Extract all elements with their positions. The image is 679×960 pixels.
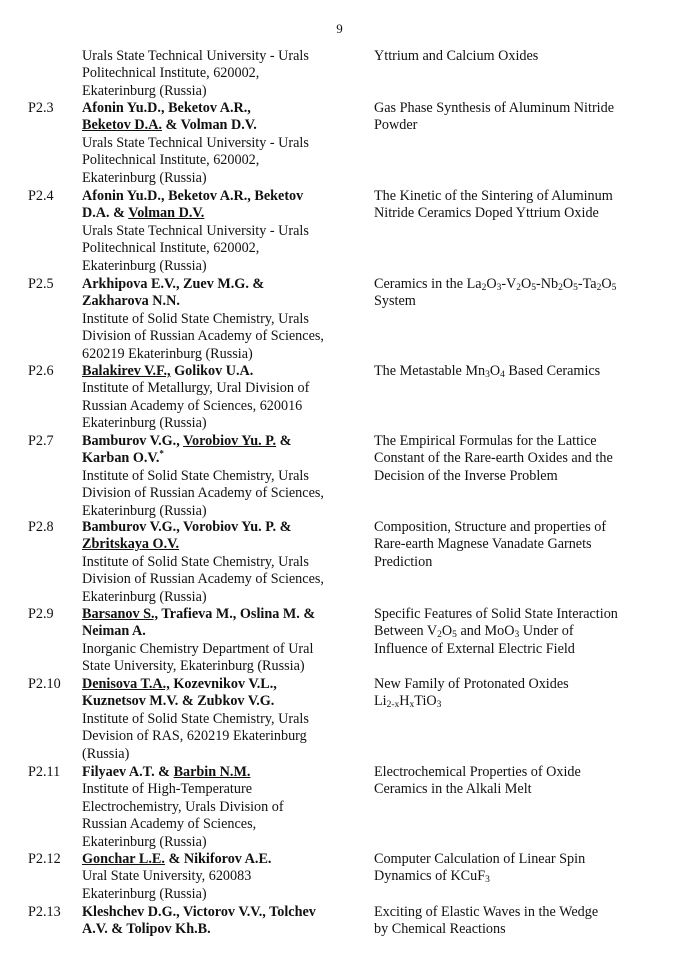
presenting-author: Barsanov S., xyxy=(82,606,159,622)
affiliation: Institute of Solid State Chemistry, Urals xyxy=(82,710,309,727)
paper-title: Exciting of Elastic Waves in the Wedge by Chemical Reactions xyxy=(374,904,599,938)
paper-title: The Kinetic of the Sintering of Aluminum Nitride Ceramics Doped Yttrium Oxide xyxy=(374,188,613,222)
authors: D.A. & Volman D.V. xyxy=(82,205,205,222)
affiliation: Russian Academy of Sciences, 620016 xyxy=(82,397,303,414)
presenting-author: Gonchar L.E. xyxy=(82,851,165,867)
affiliation: (Russia) xyxy=(82,745,130,762)
presenting-author: Volman D.V. xyxy=(128,205,205,222)
affiliation: Urals State Technical University - Urals Politechnical Institute, 620002, Ekaterinburg (Russia) xyxy=(82,48,309,99)
affiliation: Politechnical Institute, 620002, xyxy=(82,152,260,169)
presenting-author: Zbritskaya O.V. xyxy=(82,536,180,553)
poster-number: P2.7 xyxy=(28,433,54,449)
authors: Karban O.V.* xyxy=(82,448,164,467)
poster-number: P2.4 xyxy=(28,188,54,204)
affiliation: Urals State Technical University - Urals xyxy=(82,222,309,239)
poster-number: P2.9 xyxy=(28,606,54,622)
paper-title: Composition, Structure and properties of Rare-earth Magnese Vanadate Garnets Prediction xyxy=(374,519,607,570)
authors: Arkhipova E.V., Zuev M.G. & xyxy=(82,276,265,292)
authors: A.V. & Tolipov Kh.B. xyxy=(82,921,211,938)
affiliation: Ural State University, 620083 xyxy=(82,868,252,885)
poster-number: P2.10 xyxy=(28,676,61,692)
affiliation: Institute of Metallurgy, Ural Division of xyxy=(82,380,310,397)
affiliation: Institute of Solid State Chemistry, Urals xyxy=(82,467,309,484)
authors: Zakharova N.N. xyxy=(82,293,180,310)
affiliation: Ekaterinburg (Russia) xyxy=(82,257,207,274)
authors: Bamburov V.G., Vorobiov Yu. P. & xyxy=(82,519,292,535)
authors: Denisova T.A., Kozevnikov V.L., xyxy=(82,676,277,692)
presenting-author: Vorobiov Yu. P. xyxy=(183,433,277,449)
authors: Beketov D.A. & Volman D.V. xyxy=(82,117,257,134)
affiliation: Inorganic Chemistry Department of Ural xyxy=(82,640,314,657)
authors: Neiman A. xyxy=(82,623,146,640)
affiliation: Electrochemistry, Urals Division of xyxy=(82,798,284,815)
affiliation: Division of Russian Academy of Sciences, xyxy=(82,485,324,502)
paper-title: The Metastable $Mn_3O_4$ Based Ceramics xyxy=(374,363,601,380)
affiliation: Ekaterinburg (Russia) xyxy=(82,833,207,850)
affiliation: Ekaterinburg (Russia) xyxy=(82,885,207,902)
affiliation: 620219 Ekaterinburg (Russia) xyxy=(82,345,253,362)
authors: Bamburov V.G., Vorobiov Yu. P. & xyxy=(82,433,292,449)
poster-number: P2.12 xyxy=(28,851,61,867)
affiliation: Russian Academy of Sciences, xyxy=(82,816,257,833)
affiliation: Institute of Solid State Chemistry, Urals xyxy=(82,310,309,327)
affiliation: Devision of RAS, 620219 Ekaterinburg xyxy=(82,728,307,745)
paper-title: The Empirical Formulas for the Lattice Constant of the Rare-earth Oxides and the Decision of the Inverse Problem xyxy=(374,433,613,484)
authors: Afonin Yu.D., Beketov A.R., xyxy=(82,100,251,116)
affiliation: Division of Russian Academy of Sciences, xyxy=(82,328,324,345)
presenting-author: Balakirev V.F., xyxy=(82,363,171,379)
paper-title: Electrochemical Properties of Oxide Ceramics in the Alkali Melt xyxy=(374,764,581,798)
page-number: 9 xyxy=(336,21,343,36)
presenting-author: Beketov D.A. xyxy=(82,117,162,134)
authors: Kuznetsov M.V. & Zubkov V.G. xyxy=(82,693,275,710)
paper-title: Gas Phase Synthesis of Aluminum Nitride Powder xyxy=(374,100,614,134)
poster-number: P2.3 xyxy=(28,100,54,116)
paper-title: Specific Features of Solid State Interaction Between $V_2O_5$ and MoO$_3$ Under of Influence of External Electric Field xyxy=(374,606,618,657)
affiliation: Ekaterinburg (Russia) xyxy=(82,588,207,605)
paper-title: Computer Calculation of Linear Spin Dynamics of KCuF$_3$ xyxy=(374,851,586,886)
paper-title: Ceramics in the $La_2O_3-V_2O_5-Nb_2O_5-Ta_2O_5$ System xyxy=(374,276,617,310)
affiliation: Ekaterinburg (Russia) xyxy=(82,502,207,519)
affiliation: Ekaterinburg (Russia) xyxy=(82,415,207,432)
paper-title: New Family of Protonated Oxides $Li_{2-x}H_xTiO_3$ xyxy=(374,676,569,711)
affiliation: Division of Russian Academy of Sciences, xyxy=(82,571,324,588)
affiliation: Institute of High-Temperature xyxy=(82,781,252,798)
presenting-author: Barbin N.M. xyxy=(173,764,251,780)
affiliation: Ekaterinburg (Russia) xyxy=(82,169,207,186)
poster-number: P2.5 xyxy=(28,276,54,292)
affiliation: Urals State Technical University - Urals xyxy=(82,134,309,151)
footnote-mark: * xyxy=(159,448,164,459)
authors: Gonchar L.E. & Nikiforov A.E. xyxy=(82,851,272,867)
affiliation: State University, Ekaterinburg (Russia) xyxy=(82,658,305,675)
authors: Balakirev V.F., Golikov U.A. xyxy=(82,363,254,379)
authors xyxy=(82,536,367,553)
authors: Afonin Yu.D., Beketov A.R., Beketov xyxy=(82,188,304,204)
affiliation: Politechnical Institute, 620002, xyxy=(82,240,260,257)
poster-number: P2.13 xyxy=(28,904,61,920)
authors: Filyaev A.T. & Barbin N.M. xyxy=(82,764,251,780)
authors: Kleshchev D.G., Victorov V.V., Tolchev xyxy=(82,904,316,920)
poster-number: P2.6 xyxy=(28,363,54,379)
poster-number: P2.8 xyxy=(28,519,54,535)
poster-number: P2.11 xyxy=(28,764,61,780)
presenting-author: Denisova T.A., xyxy=(82,676,170,692)
authors: Barsanov S., Trafieva M., Oslina M. & xyxy=(82,606,316,622)
affiliation: Institute of Solid State Chemistry, Urals xyxy=(82,553,309,570)
paper-title: Yttrium and Calcium Oxides xyxy=(374,48,539,64)
